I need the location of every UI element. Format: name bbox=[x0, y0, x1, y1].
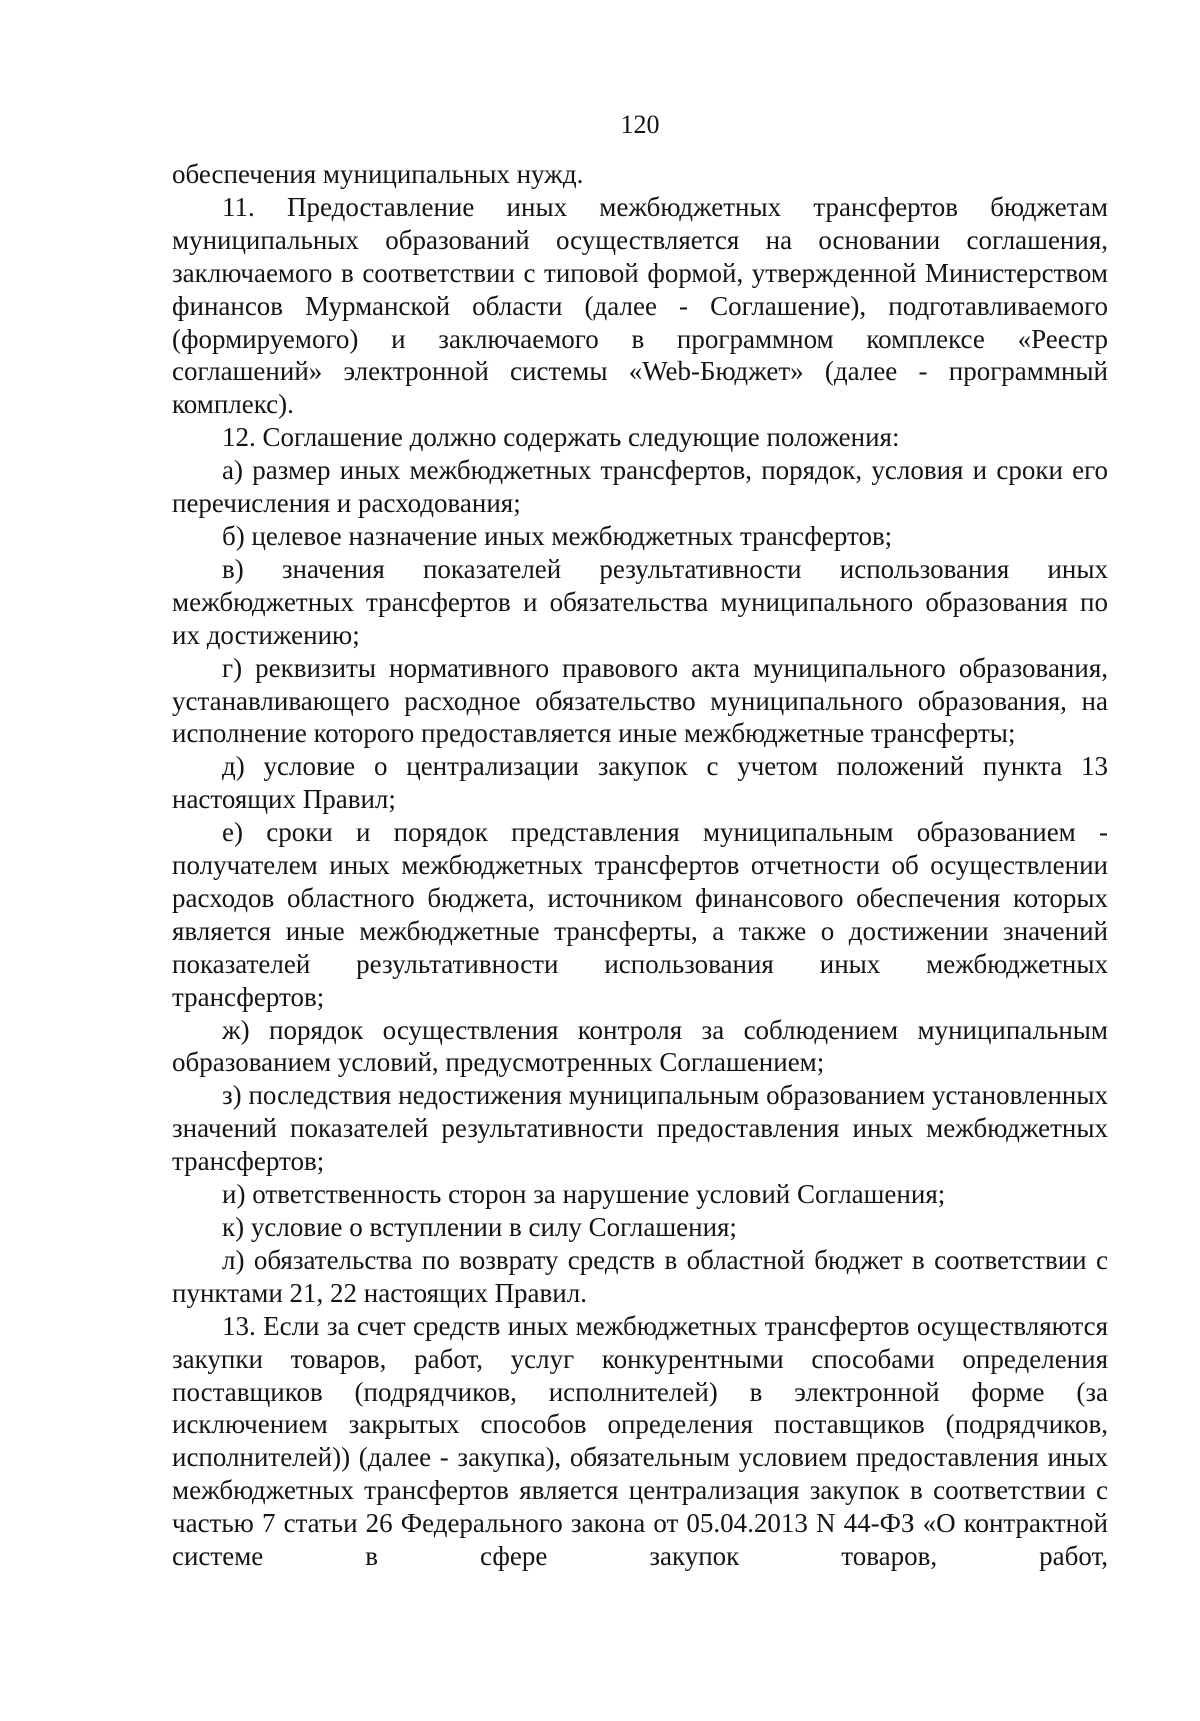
paragraph-clause-12: 12. Соглашение должно содержать следующие положения: bbox=[222, 422, 900, 453]
list-item-g: г) реквизиты нормативного правового акта муниципального образования, устанавливающего расходное обязательство муниципального образования, на исполнение которого предоставляется иные межбюджетные трансферты; bbox=[172, 652, 1108, 749]
list-item-e: е) сроки и порядок представления муниципальным образованием - получателем иных межбюджетных трансфертов отчетности об осуществлении расходов областного бюджета, источником финансового обеспечения которых является иные межбюджетные трансферты, а также о достижении значений показателей результативности использования иных межбюджетных трансфертов; bbox=[172, 817, 1108, 1012]
list-item-b: б) целевое назначение иных межбюджетных трансфертов; bbox=[222, 520, 893, 551]
paragraph-continuation: обеспечения муниципальных нужд. bbox=[172, 159, 584, 189]
list-item-l: л) обязательства по возврату средств в областной бюджет в соответствии с пунктами 21, 22 настоящих Правил. bbox=[172, 1244, 1108, 1308]
list-item-v: в) значения показателей результативности использования иных межбюджетных трансфертов и обязательства муниципального образования по их достижению; bbox=[172, 553, 1108, 650]
list-item-i: и) ответственность сторон за нарушение условий Соглашения; bbox=[222, 1179, 946, 1210]
document-body bbox=[172, 158, 1108, 1573]
list-item-a: а) размер иных межбюджетных трансфертов, порядок, условия и сроки его перечисления и расходования; bbox=[172, 455, 1108, 519]
paragraph-clause-13: 13. Если за счет средств иных межбюджетных трансфертов осуществляются закупки товаров, работ, услуг конкурентными способами определения поставщиков (подрядчиков, исполнителей) в электронной форме (за исключением закрытых способов определения поставщиков (подрядчиков, исполнителей)) (далее - закупка), обязательным условием предоставления иных межбюджетных трансфертов является централизация закупок в соответствии с частью 7 статьи 26 Федерального закона от 05.04.2013 N 44-ФЗ «О контрактной системе в сфере закупок товаров, работ, bbox=[172, 1310, 1108, 1572]
list-item-zh: ж) порядок осуществления контроля за соблюдением муниципальным образованием условий, предусмотренных Соглашением; bbox=[172, 1014, 1108, 1078]
page-number: 120 bbox=[620, 110, 660, 139]
list-item-z: з) последствия недостижения муниципальным образованием установленных значений показателей результативности предоставления иных межбюджетных трансфертов; bbox=[172, 1080, 1108, 1177]
list-item-d: д) условие о централизации закупок с учетом положений пункта 13 настоящих Правил; bbox=[172, 751, 1108, 815]
paragraph-clause-11: 11. Предоставление иных межбюджетных трансфертов бюджетам муниципальных образований осуществляется на основании соглашения, заключаемого в соответствии с типовой формой, утвержденной Министерством финансов Мурманской области (далее - Соглашение), подготавливаемого (формируемого) и заключаемого в программном комплексе «Реестр соглашений» электронной системы «Web-Бюджет» (далее - программный комплекс). bbox=[172, 191, 1108, 420]
list-item-k: к) условие о вступлении в силу Соглашения; bbox=[222, 1212, 737, 1242]
